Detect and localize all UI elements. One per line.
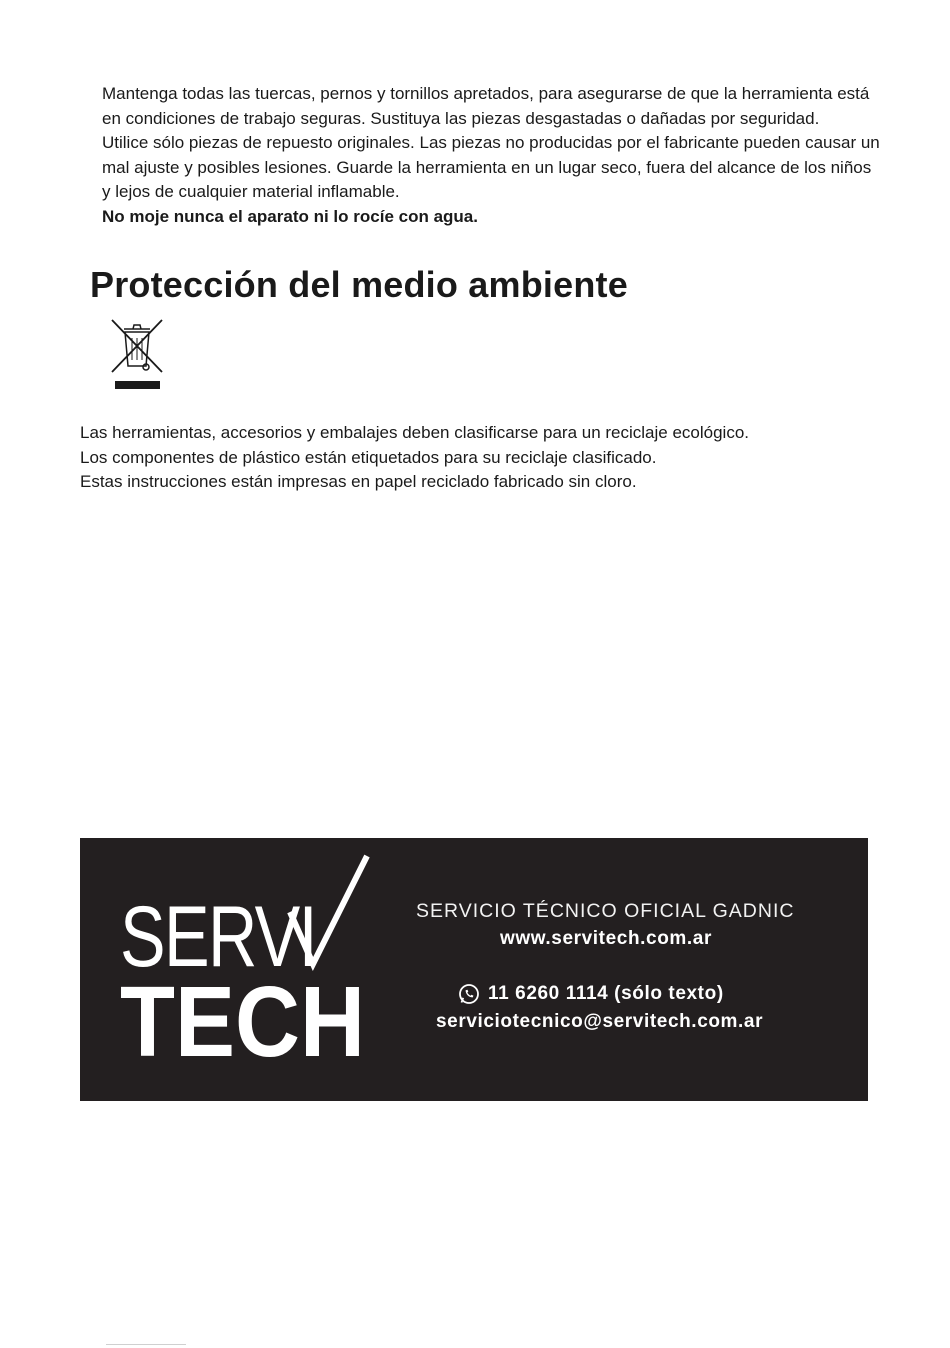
- environment-heading: Protección del medio ambiente: [90, 264, 628, 305]
- recycling-text: [80, 421, 880, 495]
- recycling-line-3: Estas instrucciones están impresas en papel reciclado fabricado sin cloro.: [80, 472, 637, 491]
- website-link[interactable]: www.servitech.com.ar: [500, 928, 712, 949]
- email-link[interactable]: serviciotecnico@servitech.com.ar: [436, 1011, 764, 1032]
- servitech-logo: [120, 852, 370, 1062]
- maintenance-section: [102, 82, 882, 229]
- phone-contact[interactable]: [458, 983, 724, 1005]
- service-title: SERVICIO TÉCNICO OFICIAL GADNIC: [416, 900, 795, 922]
- recycling-line-2: Los componentes de plástico están etiquetados para su reciclaje clasificado.: [80, 447, 657, 467]
- maintenance-paragraph-2: Utilice sólo piezas de repuesto originales. Las piezas no producidas por el fabricante pueden causar un mal ajuste y posibles lesiones. Guarde la herramienta en un lugar seco, fuera del alcance de los niños y lejos de cualquier material inflamable.: [102, 133, 880, 201]
- recycling-line-1: Las herramientas, accesorios y embalajes deben clasificarse para un reciclaje ecológico.: [80, 423, 750, 442]
- whatsapp-icon: [458, 983, 480, 1005]
- maintenance-warning: No moje nunca el aparato ni lo rocíe con agua.: [102, 206, 478, 226]
- phone-number: 11 6260 1114 (sólo texto): [488, 983, 724, 1004]
- logo-tech-text: TECH: [120, 966, 365, 1062]
- servitech-banner: [80, 838, 868, 1101]
- weee-crossed-bin-icon: [106, 316, 168, 394]
- logo-servi-text: SERVI: [120, 889, 316, 985]
- maintenance-paragraph-1: Mantenga todas las tuercas, pernos y tornillos apretados, para asegurarse de que la herramienta está en condiciones de trabajo seguras. Sustituya las piezas desgastadas o dañadas por seguridad.: [102, 84, 870, 128]
- footer-rule: [106, 1344, 186, 1345]
